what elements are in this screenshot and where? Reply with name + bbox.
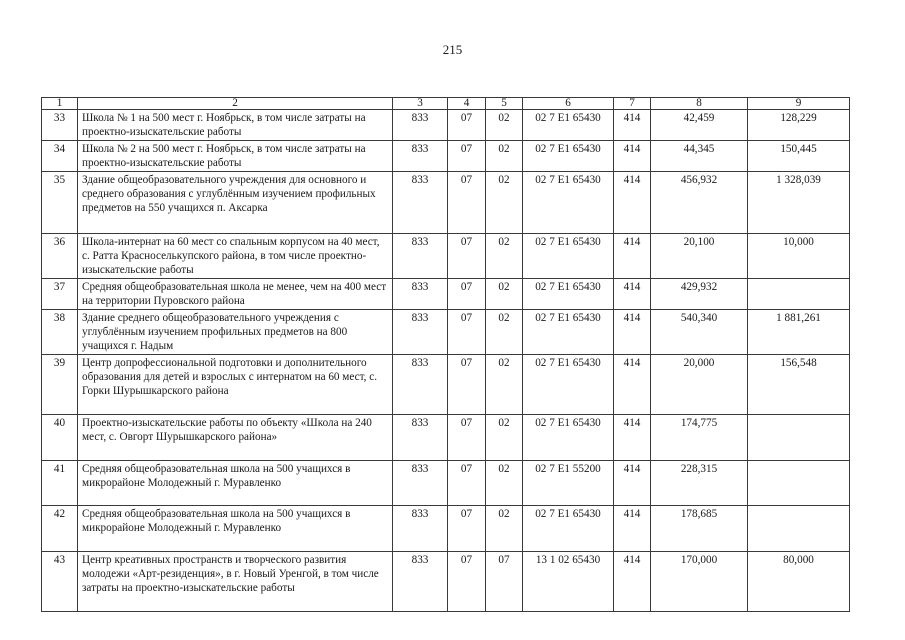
subsection-cell: 02 <box>486 310 523 355</box>
subsection-cell: 07 <box>486 552 523 612</box>
table-row <box>42 506 850 552</box>
subsection-cell: 02 <box>486 506 523 552</box>
page-number: 215 <box>442 42 463 57</box>
target-article-cell: 02 7 Е1 65430 <box>523 234 614 279</box>
row-number: 37 <box>42 279 78 310</box>
amount-cell: 429,932 <box>651 279 748 310</box>
column-header: 9 <box>748 98 850 110</box>
section-cell: 07 <box>448 461 486 506</box>
amount-cell <box>748 461 850 506</box>
table-row <box>42 279 850 310</box>
code-cell: 833 <box>393 552 448 612</box>
amount-cell: 128,229 <box>748 110 850 141</box>
row-number: 36 <box>42 234 78 279</box>
object-name: Центр креативных пространств и творческого развития молодежи «Арт-резиденция», в г. Новый Уренгой, в том числе затраты на проектно-изыскательские работы <box>78 552 393 612</box>
table-row <box>42 415 850 461</box>
object-name: Средняя общеобразовательная школа на 500 учащихся в микрорайоне Молодежный г. Муравленко <box>78 506 393 552</box>
row-number: 41 <box>42 461 78 506</box>
amount-cell: 42,459 <box>651 110 748 141</box>
column-header: 8 <box>651 98 748 110</box>
expense-type-cell: 414 <box>614 279 651 310</box>
row-number: 39 <box>42 355 78 415</box>
amount-cell: 150,445 <box>748 141 850 172</box>
object-name: Школа-интернат на 60 мест со спальным корпусом на 40 мест, с. Ратта Красноселькупского района, в том числе проектно-изыскательские работы <box>78 234 393 279</box>
object-name: Средняя общеобразовательная школа не менее, чем на 400 мест на территории Пуровского района <box>78 279 393 310</box>
amount-cell: 44,345 <box>651 141 748 172</box>
column-header: 4 <box>448 98 486 110</box>
amount-cell <box>748 415 850 461</box>
row-number: 43 <box>42 552 78 612</box>
expense-type-cell: 414 <box>614 310 651 355</box>
code-cell: 833 <box>393 310 448 355</box>
code-cell: 833 <box>393 234 448 279</box>
amount-cell: 456,932 <box>651 172 748 234</box>
code-cell: 833 <box>393 110 448 141</box>
section-cell: 07 <box>448 552 486 612</box>
section-cell: 07 <box>448 110 486 141</box>
expense-type-cell: 414 <box>614 461 651 506</box>
section-cell: 07 <box>448 279 486 310</box>
expense-type-cell: 414 <box>614 234 651 279</box>
subsection-cell: 02 <box>486 461 523 506</box>
row-number: 34 <box>42 141 78 172</box>
expense-type-cell: 414 <box>614 552 651 612</box>
code-cell: 833 <box>393 172 448 234</box>
section-cell: 07 <box>448 172 486 234</box>
section-cell: 07 <box>448 234 486 279</box>
amount-cell: 1 881,261 <box>748 310 850 355</box>
expense-type-cell: 414 <box>614 172 651 234</box>
table-body <box>42 110 850 612</box>
row-number: 38 <box>42 310 78 355</box>
column-header: 5 <box>486 98 523 110</box>
row-number: 40 <box>42 415 78 461</box>
amount-cell: 20,000 <box>651 355 748 415</box>
row-number: 35 <box>42 172 78 234</box>
expense-type-cell: 414 <box>614 415 651 461</box>
code-cell: 833 <box>393 506 448 552</box>
subsection-cell: 02 <box>486 172 523 234</box>
expense-type-cell: 414 <box>614 506 651 552</box>
table-row <box>42 234 850 279</box>
amount-cell: 174,775 <box>651 415 748 461</box>
table-row <box>42 552 850 612</box>
code-cell: 833 <box>393 279 448 310</box>
column-header: 1 <box>42 98 78 110</box>
column-header: 7 <box>614 98 651 110</box>
target-article-cell: 13 1 02 65430 <box>523 552 614 612</box>
target-article-cell: 02 7 Е1 65430 <box>523 110 614 141</box>
amount-cell: 20,100 <box>651 234 748 279</box>
amount-cell: 10,000 <box>748 234 850 279</box>
amount-cell: 170,000 <box>651 552 748 612</box>
column-header: 3 <box>393 98 448 110</box>
object-name: Школа № 1 на 500 мест г. Ноябрьск, в том числе затраты на проектно-изыскательские работы <box>78 110 393 141</box>
section-cell: 07 <box>448 415 486 461</box>
amount-cell: 228,315 <box>651 461 748 506</box>
target-article-cell: 02 7 Е1 65430 <box>523 310 614 355</box>
amount-cell <box>748 279 850 310</box>
target-article-cell: 02 7 Е1 65430 <box>523 141 614 172</box>
code-cell: 833 <box>393 355 448 415</box>
target-article-cell: 02 7 Е1 65430 <box>523 415 614 461</box>
table-row <box>42 461 850 506</box>
object-name: Здание общеобразовательного учреждения для основного и среднего образования с углублённым изучением профильных предметов на 550 учащихся п. Аксарка <box>78 172 393 234</box>
table-row <box>42 355 850 415</box>
object-name: Центр допрофессиональной подготовки и дополнительного образования для детей и взрослых с интернатом на 60 мест, с. Горки Шурышкарского района <box>78 355 393 415</box>
object-name: Средняя общеобразовательная школа на 500 учащихся в микрорайоне Молодежный г. Муравленко <box>78 461 393 506</box>
expense-type-cell: 414 <box>614 355 651 415</box>
subsection-cell: 02 <box>486 279 523 310</box>
amount-cell: 80,000 <box>748 552 850 612</box>
section-cell: 07 <box>448 506 486 552</box>
table-row <box>42 310 850 355</box>
expense-type-cell: 414 <box>614 141 651 172</box>
section-cell: 07 <box>448 141 486 172</box>
column-header: 2 <box>78 98 393 110</box>
row-number: 33 <box>42 110 78 141</box>
target-article-cell: 02 7 Е1 65430 <box>523 172 614 234</box>
code-cell: 833 <box>393 461 448 506</box>
amount-cell: 540,340 <box>651 310 748 355</box>
budget-table <box>41 97 850 612</box>
section-cell: 07 <box>448 310 486 355</box>
table-row <box>42 172 850 234</box>
subsection-cell: 02 <box>486 141 523 172</box>
table-row <box>42 110 850 141</box>
amount-cell: 178,685 <box>651 506 748 552</box>
section-cell: 07 <box>448 355 486 415</box>
target-article-cell: 02 7 Е1 65430 <box>523 355 614 415</box>
subsection-cell: 02 <box>486 234 523 279</box>
object-name: Проектно-изыскательские работы по объекту «Школа на 240 мест, с. Овгорт Шурышкарского района» <box>78 415 393 461</box>
amount-cell <box>748 506 850 552</box>
row-number: 42 <box>42 506 78 552</box>
object-name: Школа № 2 на 500 мест г. Ноябрьск, в том числе затраты на проектно-изыскательские работы <box>78 141 393 172</box>
expense-type-cell: 414 <box>614 110 651 141</box>
table-row <box>42 141 850 172</box>
target-article-cell: 02 7 Е1 55200 <box>523 461 614 506</box>
table-header-row <box>42 98 850 110</box>
column-header: 6 <box>523 98 614 110</box>
amount-cell: 156,548 <box>748 355 850 415</box>
code-cell: 833 <box>393 141 448 172</box>
target-article-cell: 02 7 Е1 65430 <box>523 279 614 310</box>
object-name: Здание среднего общеобразовательного учреждения с углублённым изучением профильных предметов на 800 учащихся г. Надым <box>78 310 393 355</box>
amount-cell: 1 328,039 <box>748 172 850 234</box>
target-article-cell: 02 7 Е1 65430 <box>523 506 614 552</box>
code-cell: 833 <box>393 415 448 461</box>
subsection-cell: 02 <box>486 355 523 415</box>
subsection-cell: 02 <box>486 110 523 141</box>
subsection-cell: 02 <box>486 415 523 461</box>
